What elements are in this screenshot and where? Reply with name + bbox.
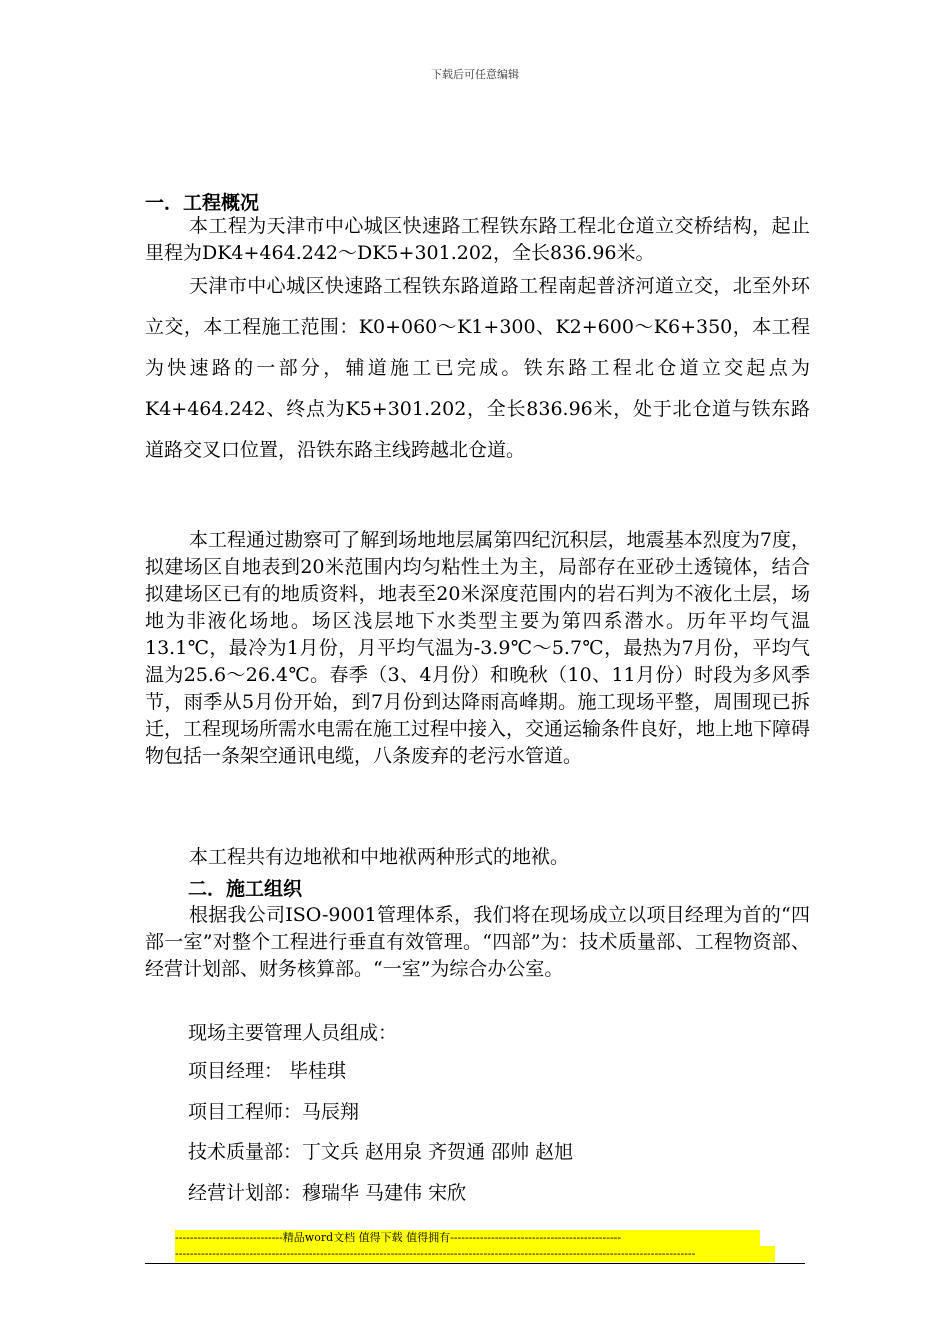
footer-banner-line-2: --------------------------------------------------------------------------------------------------------------------------------------------: [175, 1246, 775, 1262]
section-2-paragraph-1: 根据我公司ISO-9001管理体系，我们将在现场成立以项目经理为首的“四部一室”对整个工程进行垂直有效管理。“四部”为：技术质量部、工程物资部、经营计划部、财务核算部。“一室”为综合办公室。: [145, 904, 810, 980]
section-1-paragraph-4: 本工程共有边地袱和中地袱两种形式的地袱。: [189, 846, 570, 868]
header-note: 下载后可任意编辑: [431, 68, 519, 81]
section-1-title: 一．工程概况: [145, 192, 260, 214]
staff-intro: 现场主要管理人员组成：: [188, 1022, 398, 1044]
staff-line: 项目经理： 毕桂琪: [188, 1060, 347, 1082]
section-1-paragraph-2: 天津市中心城区快速路工程铁东路道路工程南起普济河道立交，北至外环立交，本工程施工范围：K0+060～K1+300、K2+600～K6+350，本工程为快速路的一部分，辅道施工已完成。铁东路工程北仓道立交起点为K4+464.242、终点为K5+301.202，全长836.96米，处于北仓道与铁东路道路交叉口位置，沿铁东路主线跨越北仓道。: [145, 275, 810, 461]
footer-banner-line-1: -----------------------------精品word文档 值得下载 值得拥有----------------------------------------------: [175, 1230, 760, 1246]
footer-rule: [145, 1263, 805, 1264]
staff-line: 经营计划部：穆瑞华 马建伟 宋欣: [188, 1182, 467, 1204]
section-1-paragraph-1: 本工程为天津市中心城区快速路工程铁东路工程北仓道立交桥结构，起止里程为DK4+464.242～DK5+301.202，全长836.96米。: [145, 215, 810, 264]
section-1-paragraph-3: 本工程通过勘察可了解到场地地层属第四纪沉积层，地震基本烈度为7度，拟建场区自地表到20米范围内均匀粘性土为主，局部存在亚砂土透镜体，结合拟建场区已有的地质资料，地表至20米深度范围内的岩石判为不液化土层，场地为非液化场地。场区浅层地下水类型主要为第四系潜水。历年平均气温13.1℃，最冷为1月份，月平均气温为-3.9℃～5.7℃，最热为7月份，平均气温为25.6～26.4℃。春季（3、4月份）和晚秋（10、11月份）时段为多风季节，雨季从5月份开始，到7月份到达降雨高峰期。施工现场平整，周围现已拆迁，工程现场所需水电需在施工过程中接入，交通运输条件良好，地上地下障碍物包括一条架空通讯电缆，八条废弃的老污水管道。: [145, 529, 811, 767]
section-2-title: 二．施工组织: [188, 878, 303, 900]
staff-line: 技术质量部：丁文兵 赵用泉 齐贺通 邵帅 赵旭: [188, 1141, 574, 1163]
staff-line: 项目工程师：马辰翔: [188, 1101, 360, 1123]
